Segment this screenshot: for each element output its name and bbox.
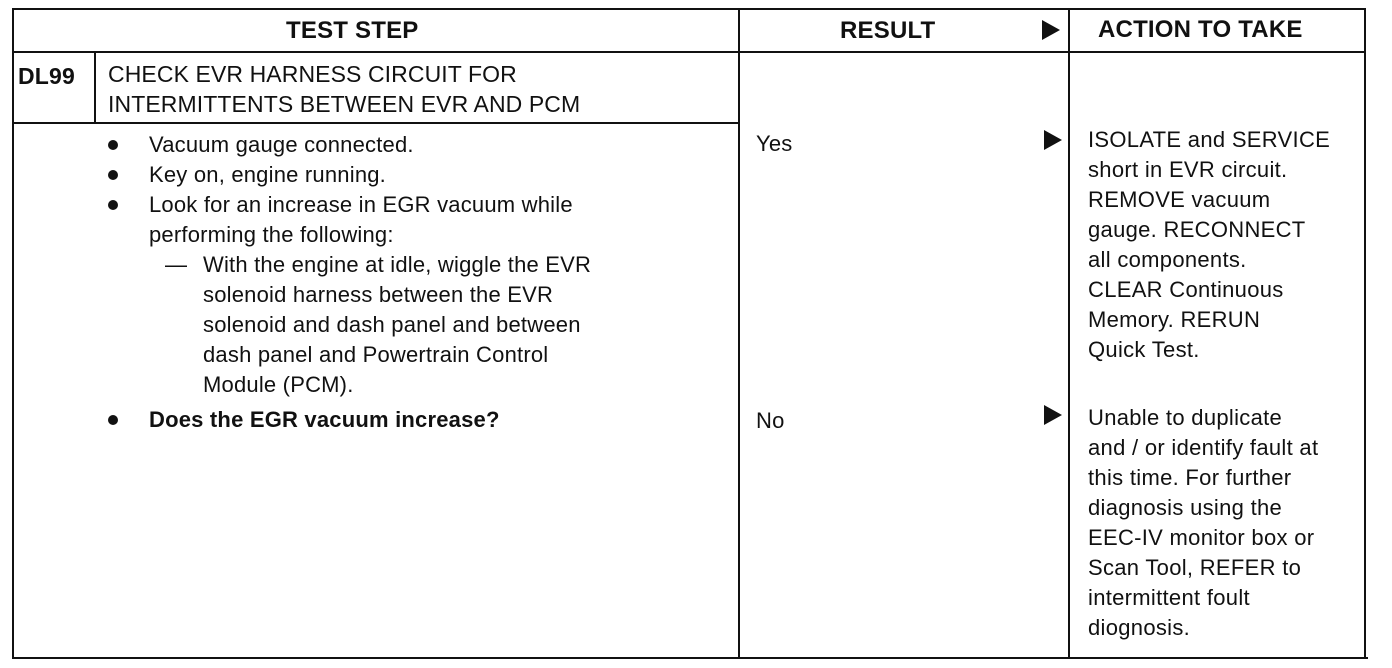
yes-action-line-1: ISOLATE and SERVICE	[1088, 127, 1331, 152]
header-test-step: TEST STEP	[286, 17, 419, 44]
result-no: No	[756, 408, 785, 433]
header-divider	[12, 51, 1364, 53]
yes-action-line-6: CLEAR Continuous	[1088, 277, 1284, 302]
no-action-line-8: diognosis.	[1088, 615, 1191, 640]
step-title-divider	[12, 122, 739, 124]
instruction-look-for-increase: Look for an increase in EGR vacuum while	[149, 192, 573, 217]
left-border	[12, 8, 14, 659]
step-title-line-2: INTERMITTENTS BETWEEN EVR AND PCM	[108, 91, 581, 117]
result-yes: Yes	[756, 131, 793, 156]
sub-item-dash: —	[165, 252, 187, 277]
yes-action-line-4: gauge. RECONNECT	[1088, 217, 1306, 242]
step-title-line-1: CHECK EVR HARNESS CIRCUIT FOR	[108, 61, 517, 87]
no-action-line-2: and / or identify fault at	[1088, 435, 1319, 460]
bottom-border	[12, 657, 1368, 659]
sub-instruction-line-4: dash panel and Powertrain Control	[203, 342, 549, 367]
instruction-vacuum-gauge: Vacuum gauge connected.	[149, 132, 414, 157]
top-border	[12, 8, 1364, 10]
yes-action-line-7: Memory. RERUN	[1088, 307, 1261, 332]
yes-action-line-3: REMOVE vacuum	[1088, 187, 1271, 212]
yes-action-line-8: Quick Test.	[1088, 337, 1200, 362]
yes-arrow-icon	[1044, 130, 1062, 150]
header-action: ACTION TO TAKE	[1098, 16, 1303, 43]
no-action-line-5: EEC-IV monitor box or	[1088, 525, 1315, 550]
right-border	[1364, 8, 1366, 659]
yes-action-line-5: all components.	[1088, 247, 1247, 272]
step-code: DL99	[18, 63, 76, 89]
decision-question: Does the EGR vacuum increase?	[149, 407, 500, 432]
bullet-icon	[108, 140, 118, 150]
bullet-icon	[108, 415, 118, 425]
sub-instruction-line-3: solenoid and dash panel and between	[203, 312, 581, 337]
no-action-line-4: diagnosis using the	[1088, 495, 1283, 520]
bullet-icon	[108, 170, 118, 180]
no-action-line-7: intermittent foult	[1088, 585, 1250, 610]
instruction-performing-following: performing the following:	[149, 222, 394, 247]
sub-instruction-line-5: Module (PCM).	[203, 372, 354, 397]
bullet-icon	[108, 200, 118, 210]
header-result: RESULT	[840, 17, 936, 44]
result-action-divider	[1068, 8, 1070, 659]
sub-instruction-line-1: With the engine at idle, wiggle the EVR	[203, 252, 592, 277]
no-action-line-3: this time. For further	[1088, 465, 1292, 490]
no-arrow-icon	[1044, 405, 1062, 425]
no-action-line-6: Scan Tool, REFER to	[1088, 555, 1302, 580]
no-action-line-1: Unable to duplicate	[1088, 405, 1283, 430]
yes-action-line-2: short in EVR circuit.	[1088, 157, 1288, 182]
header-arrow-icon	[1042, 20, 1060, 40]
test-step-result-divider	[738, 8, 740, 659]
sub-instruction-line-2: solenoid harness between the EVR	[203, 282, 554, 307]
instruction-key-on: Key on, engine running.	[149, 162, 386, 187]
step-code-divider	[94, 51, 96, 124]
